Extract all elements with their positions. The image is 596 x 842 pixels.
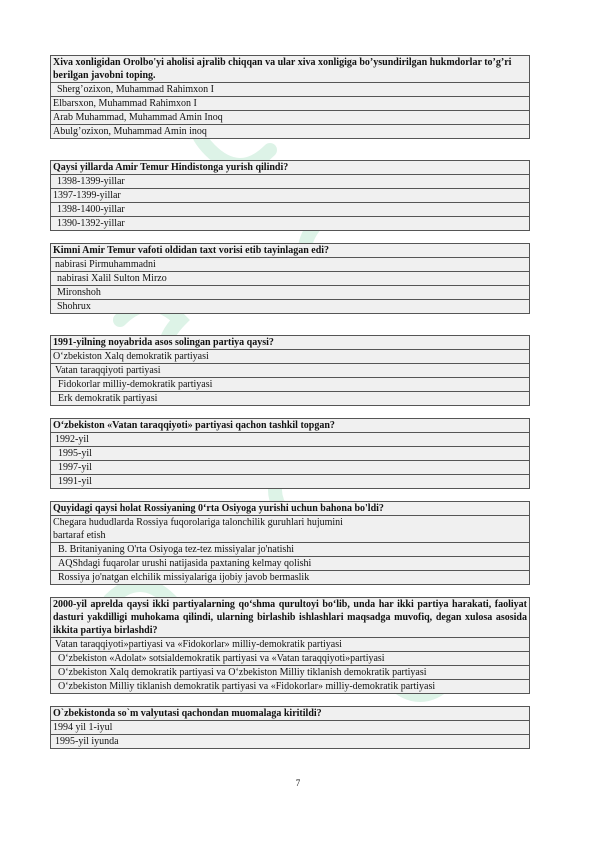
answer-option: Chegara hududlarda Rossiya fuqorolariga talonchilik guruhlari hujumini bartaraf etish bbox=[51, 516, 530, 543]
question-block-3 bbox=[50, 243, 530, 314]
answer-option: Rossiya jo'natgan elchilik missiyalariga ijobiy javob bermaslik bbox=[51, 571, 530, 585]
question-text: O`zbekistonda so`m valyutasi qachondan muomalaga kiritildi? bbox=[51, 707, 530, 721]
answer-option: 1398-1400-yillar bbox=[51, 203, 530, 217]
question-block-4 bbox=[50, 335, 530, 406]
answer-option: Sherg’ozixon, Muhammad Rahimxon I bbox=[51, 83, 530, 97]
question-text: 2000-yil aprelda qaysi ikki partiyalarning qo‘shma qurultoyi bo‘lib, unda har ikki partiya harakati, faoliyat dasturi yakdilligi muhokama qilindi, ularning birlashib ishlashlari maqsadga muvofiq, degan xulosa asosida ikkita partiya birlashdi? bbox=[51, 598, 530, 638]
answer-option: O‘zbekiston Xalq demokratik partiyasi bbox=[51, 350, 530, 364]
question-list bbox=[50, 55, 530, 749]
answer-option: Vatan taraqqiyoti»partiyasi va «Fidokorlar» milliy-demokratik partiyasi bbox=[51, 638, 530, 652]
answer-option: 1992-yil bbox=[51, 433, 530, 447]
answer-option: Mironshoh bbox=[51, 286, 530, 300]
question-text: Qaysi yillarda Amir Temur Hindistonga yurish qilindi? bbox=[51, 161, 530, 175]
question-block-5 bbox=[50, 418, 530, 489]
answer-option: 1994 yil 1-iyul bbox=[51, 721, 530, 735]
answer-option: Arab Muhammad, Muhammad Amin Inoq bbox=[51, 111, 530, 125]
answer-option: Erk demokratik partiyasi bbox=[51, 392, 530, 406]
page-number: 7 bbox=[295, 778, 301, 788]
question-block-1 bbox=[50, 55, 530, 139]
answer-option: 1398-1399-yillar bbox=[51, 175, 530, 189]
answer-option: Abulg’ozixon, Muhammad Amin inoq bbox=[51, 125, 530, 139]
question-block-7 bbox=[50, 597, 530, 694]
answer-option: nabirasi Pirmuhammadni bbox=[51, 258, 530, 272]
answer-option: AQShdagi fuqarolar urushi natijasida paxtaning kelmay qolishi bbox=[51, 557, 530, 571]
answer-option: 1991-yil bbox=[51, 475, 530, 489]
question-block-2 bbox=[50, 160, 530, 231]
answer-option: Vatan taraqqiyoti partiyasi bbox=[51, 364, 530, 378]
answer-option: B. Britaniyaning O'rta Osiyoga tez-tez missiyalar jo'natishi bbox=[51, 543, 530, 557]
answer-option: 1995-yil iyunda bbox=[51, 735, 530, 749]
answer-option: 1390-1392-yillar bbox=[51, 217, 530, 231]
answer-option: Fidokorlar milliy-demokratik partiyasi bbox=[51, 378, 530, 392]
answer-option: 1995-yil bbox=[51, 447, 530, 461]
answer-option: Shohrux bbox=[51, 300, 530, 314]
answer-option: O‘zbekiston Milliy tiklanish demokratik partiyasi va «Fidokorlar» milliy-demokratik partiyasi bbox=[51, 680, 530, 694]
question-text: Quyidagi qaysi holat Rossiyaning 0‘rta Osiyoga yurishi uchun bahona bo'ldi? bbox=[51, 502, 530, 516]
answer-option: Elbarsxon, Muhammad Rahimxon I bbox=[51, 97, 530, 111]
answer-option: O‘zbekiston Xalq demokratik partiyasi va O‘zbekiston Milliy tiklanish demokratik partiyasi bbox=[51, 666, 530, 680]
question-block-6 bbox=[50, 501, 530, 585]
answer-option: 1397-1399-yillar bbox=[51, 189, 530, 203]
question-block-8 bbox=[50, 706, 530, 749]
question-text: Xiva xonligidan Orolbo'yi aholisi ajralib chiqqan va ular xiva xonligiga bo’ysundirilgan hukmdorlar to’g’ri berilgan javobni toping. bbox=[51, 56, 530, 83]
question-text: 1991-yilning noyabrida asos solingan partiya qaysi? bbox=[51, 336, 530, 350]
answer-option: nabirasi Xalil Sulton Mirzo bbox=[51, 272, 530, 286]
answer-option: 1997-yil bbox=[51, 461, 530, 475]
answer-option: O‘zbekiston «Adolat» sotsialdemokratik partiyasi va «Vatan taraqqiyoti»partiyasi bbox=[51, 652, 530, 666]
question-text: Kimni Amir Temur vafoti oldidan taxt vorisi etib tayinlagan edi? bbox=[51, 244, 530, 258]
question-text: O‘zbekiston «Vatan taraqqiyoti» partiyasi qachon tashkil topgan? bbox=[51, 419, 530, 433]
